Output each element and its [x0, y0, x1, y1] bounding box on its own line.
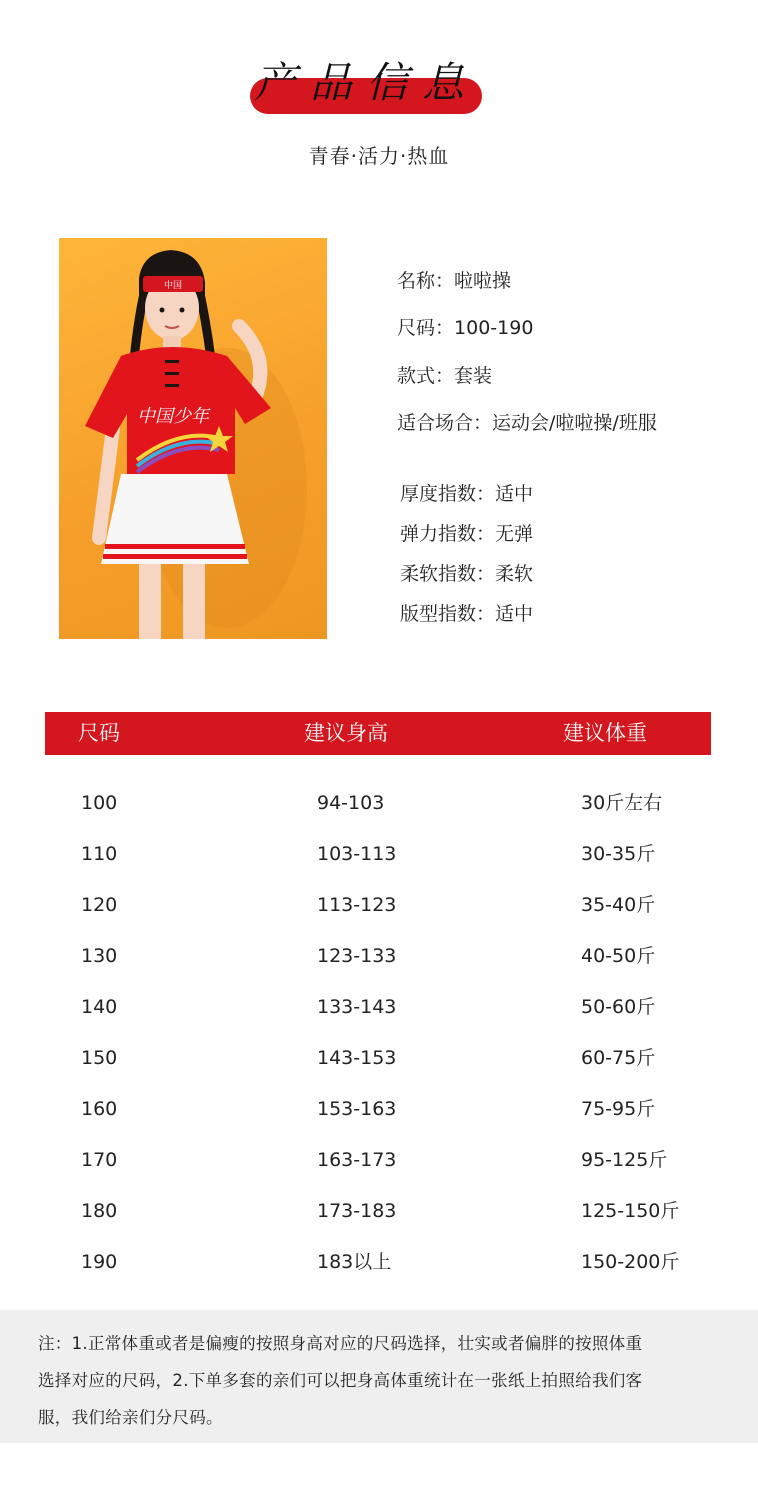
cell-size: 100 — [81, 792, 118, 814]
index-value: 适中 — [495, 603, 534, 625]
header-weight: 建议体重 — [563, 721, 647, 745]
table-row — [0, 1140, 758, 1180]
product-occasion-label: 适合场合： — [397, 412, 493, 434]
girl-in-red-tshirt-icon — [59, 238, 327, 639]
cell-height: 133-143 — [317, 996, 397, 1018]
softness-index — [400, 559, 533, 586]
table-row — [0, 834, 758, 874]
product-name-value: 啦啦操 — [454, 270, 512, 292]
cell-weight: 125-150斤 — [581, 1200, 680, 1222]
note-line-1: 注：1.正常体重或者是偏瘦的按照身高对应的尺码选择，壮实或者偏胖的按照体重 — [38, 1334, 643, 1353]
page-title: 产品信息 — [253, 58, 478, 107]
cell-weight: 30-35斤 — [581, 843, 656, 865]
note-line-2: 选择对应的尺码，2.下单多套的亲们可以把身高体重统计在一张纸上拍照给我们客 — [38, 1371, 643, 1390]
table-row — [0, 1089, 758, 1129]
note-line-3: 服，我们给亲们分尺码。 — [38, 1408, 223, 1427]
product-size-label: 尺码： — [397, 317, 455, 339]
headband-text: 中国 — [163, 281, 183, 291]
cell-weight: 75-95斤 — [581, 1098, 656, 1120]
cell-size: 150 — [81, 1047, 118, 1069]
cell-size: 120 — [81, 894, 118, 916]
cell-height: 103-113 — [317, 843, 397, 865]
cell-height: 183以上 — [317, 1251, 392, 1273]
cell-height: 173-183 — [317, 1200, 397, 1222]
product-name — [397, 266, 511, 293]
shirt-text: 中国少年 — [137, 406, 209, 427]
cell-weight: 50-60斤 — [581, 996, 656, 1018]
cell-weight: 95-125斤 — [581, 1149, 668, 1171]
index-label: 弹力指数： — [400, 523, 496, 545]
cell-size: 180 — [81, 1200, 118, 1222]
product-size-value: 100-190 — [454, 317, 534, 339]
note-box — [0, 1310, 758, 1443]
cell-weight: 150-200斤 — [581, 1251, 680, 1273]
table-row — [0, 783, 758, 823]
page-subtitle: 青春·活力·热血 — [308, 144, 450, 168]
cell-size: 190 — [81, 1251, 118, 1273]
cell-size: 110 — [81, 843, 118, 865]
cell-size: 160 — [81, 1098, 118, 1120]
cell-height: 143-153 — [317, 1047, 397, 1069]
table-row — [0, 1191, 758, 1231]
cell-size: 140 — [81, 996, 118, 1018]
table-row — [0, 1242, 758, 1282]
index-label: 柔软指数： — [400, 563, 496, 585]
product-occasion — [397, 408, 657, 435]
product-name-label: 名称： — [397, 270, 455, 292]
product-style-value: 套装 — [454, 365, 493, 387]
header-height: 建议身高 — [304, 721, 388, 745]
cell-height: 163-173 — [317, 1149, 397, 1171]
table-row — [0, 936, 758, 976]
cell-weight: 60-75斤 — [581, 1047, 656, 1069]
cell-weight: 40-50斤 — [581, 945, 656, 967]
table-row — [0, 885, 758, 925]
index-value: 柔软 — [495, 563, 534, 585]
header-size: 尺码 — [78, 721, 120, 745]
index-label: 厚度指数： — [400, 483, 496, 505]
fit-index — [400, 599, 533, 626]
product-photo — [59, 238, 327, 639]
cell-weight: 30斤左右 — [581, 792, 663, 814]
size-table-header — [45, 712, 711, 755]
thickness-index — [400, 479, 533, 506]
table-row — [0, 987, 758, 1027]
cell-height: 94-103 — [317, 792, 385, 814]
index-value: 无弹 — [495, 523, 534, 545]
product-style — [397, 361, 492, 388]
cell-weight: 35-40斤 — [581, 894, 656, 916]
cell-height: 113-123 — [317, 894, 397, 916]
elasticity-index — [400, 519, 533, 546]
cell-size: 170 — [81, 1149, 118, 1171]
product-size-range — [397, 313, 533, 340]
product-style-label: 款式： — [397, 365, 455, 387]
cell-height: 153-163 — [317, 1098, 397, 1120]
index-value: 适中 — [495, 483, 534, 505]
index-label: 版型指数： — [400, 603, 496, 625]
table-row — [0, 1038, 758, 1078]
cell-height: 123-133 — [317, 945, 397, 967]
product-occasion-value: 运动会/啦啦操/班服 — [492, 412, 657, 434]
cell-size: 130 — [81, 945, 118, 967]
